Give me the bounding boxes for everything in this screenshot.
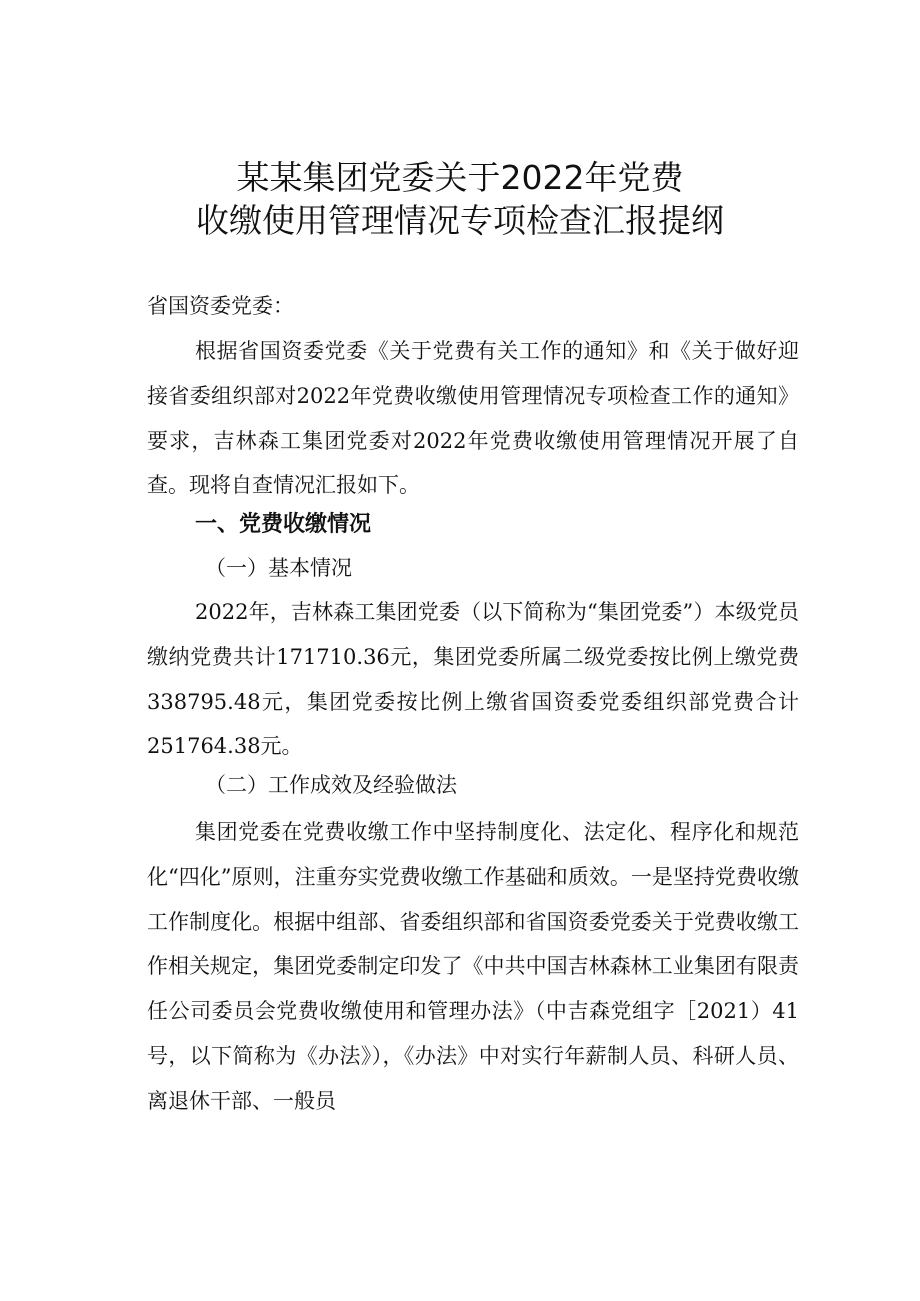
subsection-1-heading: （一）基本情况 <box>205 556 352 580</box>
document-title-line-2: 收缴使用管理情况专项检查汇报提纲 <box>196 201 724 240</box>
section-1-heading: 一、党费收缴情况 <box>195 512 372 537</box>
subsection-1-paragraph: 2022年，吉林森工集团党委（以下简称为“集团党委”）本级党员缴纳党费共计171710.36元，集团党委所属二级党委按比例上缴党费338795.48元，集团党委按比例上缴省国资委党委组织部党费合计251764.38元。 <box>147 600 799 759</box>
subsection-2-heading: （二）工作成效及经验做法 <box>205 773 457 797</box>
intro-paragraph: 根据省国资委党委《关于党费有关工作的通知》和《关于做好迎接省委组织部对2022年党费收缴使用管理情况专项检查工作的通知》要求，吉林森工集团党委对2022年党费收缴使用管理情况开展了自查。现将自查情况汇报如下。 <box>147 339 799 498</box>
subsection-2-paragraph: 集团党委在党费收缴工作中坚持制度化、法定化、程序化和规范化“四化”原则，注重夯实党费收缴工作基础和质效。一是坚持党费收缴工作制度化。根据中组部、省委组织部和省国资委党委关于党费收缴工作相关规定，集团党委制定印发了《中共中国吉林森林工业集团有限责任公司委员会党费收缴使用和管理办法》（中吉森党组字［2021）41号，以下简称为《办法》），《办法》中对实行年薪制人员、科研人员、离退休干部、一般员 <box>147 820 799 1113</box>
salutation: 省国资委党委： <box>147 294 294 318</box>
document-title-line-1: 某某集团党委关于2022年党费 <box>236 158 684 197</box>
